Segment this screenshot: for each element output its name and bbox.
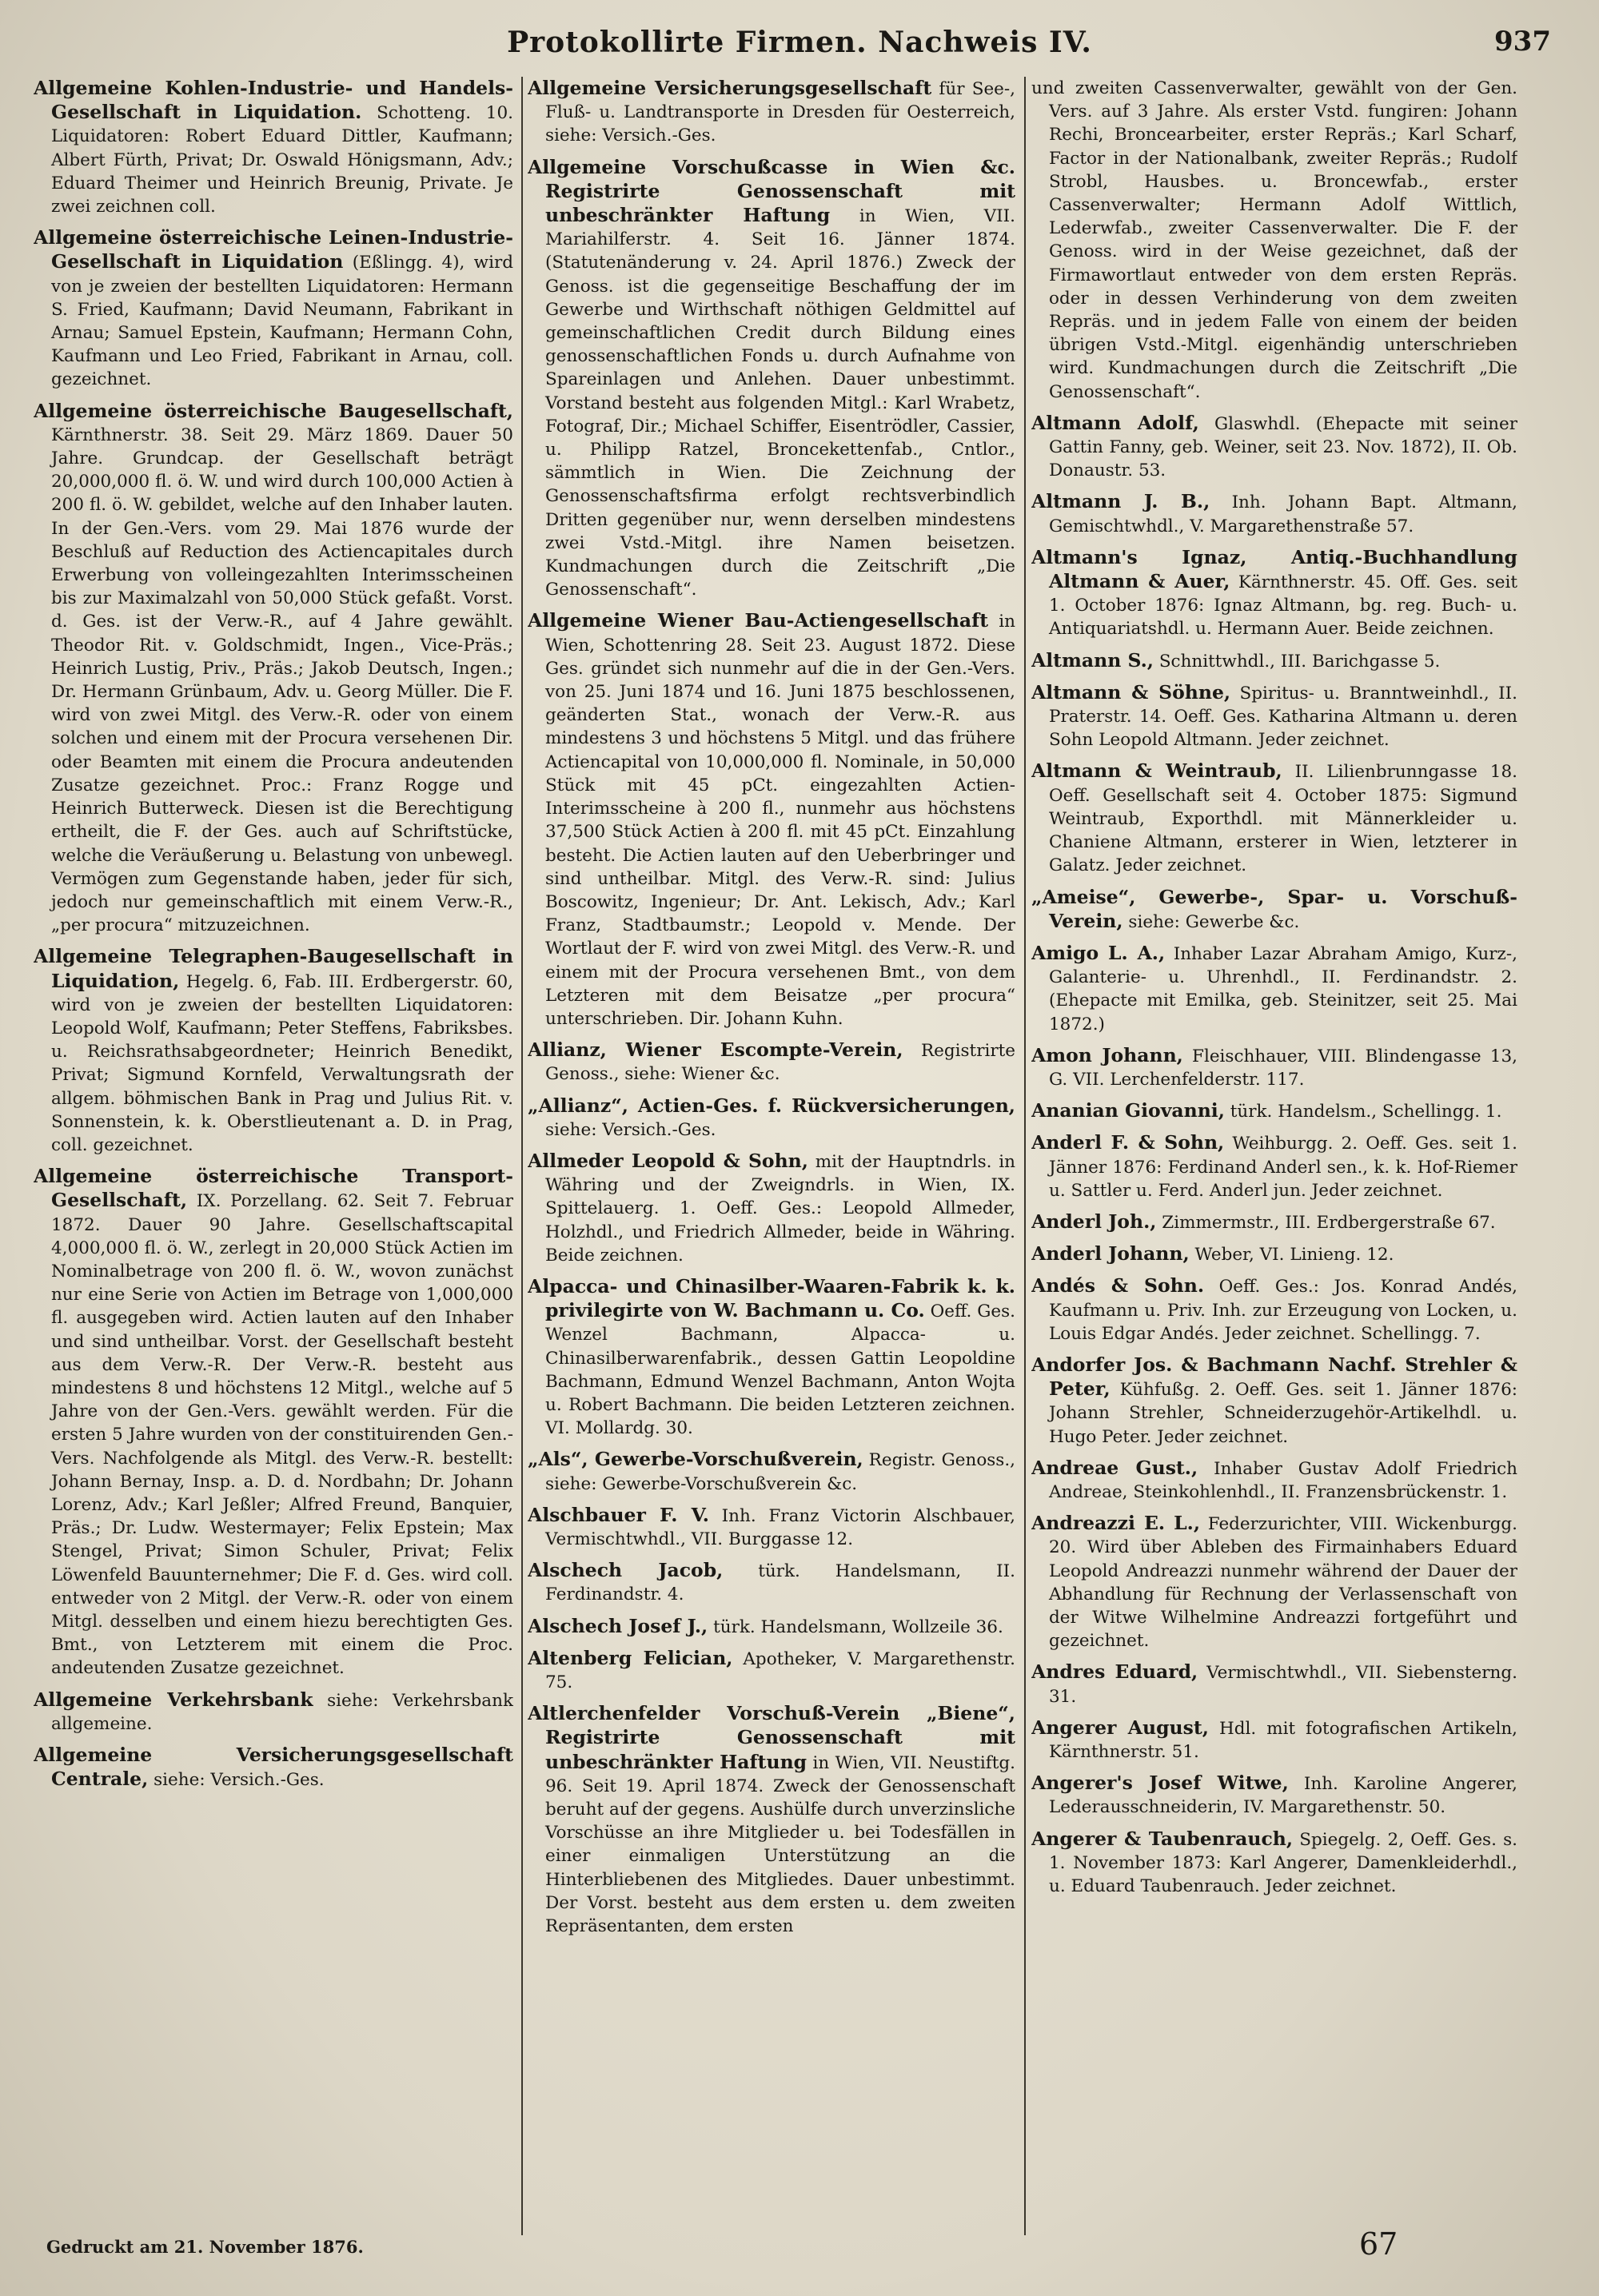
directory-entry bbox=[528, 1559, 1015, 1606]
firm-details: Registr. Genoss., siehe: Gewerbe-Vorschußverein &c. bbox=[545, 1450, 1015, 1494]
firm-details: Glaswhdl. (Ehepacte mit seiner Gattin Fanny, geb. Weiner, seit 23. Nov. 1872), II. Ob. Donaustr. 53. bbox=[1049, 413, 1517, 481]
firm-name: Andorfer Jos. & Bachmann Nachf. Strehler & Peter, bbox=[1031, 1353, 1517, 1401]
column-divider bbox=[1024, 77, 1026, 2235]
directory-entry bbox=[528, 77, 1015, 148]
page-header bbox=[0, 14, 1599, 70]
directory-entry bbox=[1031, 1660, 1517, 1708]
firm-details: Kärnthnerstr. 45. Off. Ges. seit 1. October 1876: Ignaz Altmann, bg. reg. Buch- u. Antiquariatshdl. u. Hermann Auer. Beide zeichnen. bbox=[1049, 572, 1517, 640]
firm-name: Ananian Giovanni, bbox=[1031, 1099, 1225, 1122]
directory-entry bbox=[1031, 490, 1517, 537]
directory-entry bbox=[528, 1038, 1015, 1086]
directory-entry bbox=[1031, 1353, 1517, 1449]
firm-name: Allgemeine Versicherungsgesellschaft Centrale, bbox=[34, 1744, 513, 1791]
firm-name: Allgemeine österreichische Transport-Gesellschaft, bbox=[34, 1165, 513, 1212]
directory-entry bbox=[34, 400, 513, 938]
directory-entry bbox=[34, 1165, 513, 1680]
firm-name: Alschech Josef J., bbox=[528, 1614, 708, 1637]
directory-entry bbox=[528, 1275, 1015, 1440]
directory-entry bbox=[1031, 1210, 1517, 1234]
directory-entry bbox=[1031, 412, 1517, 483]
column-3 bbox=[1031, 77, 1517, 2235]
firm-name: Allgemeine Verkehrsbank bbox=[34, 1688, 313, 1711]
directory-entry bbox=[1031, 649, 1517, 673]
firm-details: II. Lilienbrunngasse 18. Oeff. Gesellschaft seit 4. October 1875: Sigmund Weintraub, Exporthdl. mit Männerkleider u. Chaniene Altmann, ersterer in Wien, letzterer in Galatz. Jeder zeichnet. bbox=[1049, 762, 1517, 876]
firm-name: Amon Johann, bbox=[1031, 1043, 1183, 1066]
directory-entry bbox=[1031, 1512, 1517, 1652]
firm-details: Zimmermstr., III. Erdbergerstraße 67. bbox=[1162, 1212, 1496, 1233]
firm-details: Oeff. Ges. Wenzel Bachmann, Alpacca- u. Chinasilberwarenfabrik., dessen Gattin Leopoldine Bachmann, Edmund Wenzel Bachmann, Anton Wojta u. Robert Bachmann. Die beiden Letzteren zeichnen. VI. Mollardg. 30. bbox=[545, 1301, 1015, 1439]
firm-name: Anderl Johann, bbox=[1031, 1242, 1190, 1266]
directory-entry bbox=[1031, 546, 1517, 641]
firm-name: Altmann S., bbox=[1031, 648, 1154, 672]
firm-name: Anderl F. & Sohn, bbox=[1031, 1131, 1225, 1154]
firm-details: Spiritus- u. Branntweinhdl., II. Praterstr. 14. Oeff. Ges. Katharina Altmann u. deren Sohn Leopold Altmann. Jeder zeichnet. bbox=[1049, 683, 1517, 751]
firm-name: Allgemeine österreichische Baugesellschaft, bbox=[34, 399, 513, 422]
firm-name: „Als“, Gewerbe-Vorschußverein, bbox=[528, 1448, 863, 1471]
firm-name: Alpacca- und Chinasilber-Waaren-Fabrik k. k. privilegirte von W. Bachmann u. Co. bbox=[528, 1274, 1015, 1322]
directory-entry bbox=[1031, 1044, 1517, 1091]
firm-name: Allmeder Leopold & Sohn, bbox=[528, 1149, 808, 1172]
firm-name: Allgemeine Wiener Bau-Actiengesellschaft bbox=[528, 609, 989, 632]
firm-details: in Wien, Schottenring 28. Seit 23. August 1872. Diese Ges. gründet sich nunmehr auf die in der Gen.-Vers. von 25. Juni 1874 und 16. Juni 1875 beschlossenen, geänderten Stat., wonach der Verw.-R. aus mindestens 3 und höchstens 5 Mitgl. und das frühere Actiencapital von 10,000,000 fl. Nominale, in 50,000 Stück mit 45 pCt. eingezahlten Actien-Interimsscheine à 200 fl., nunmehr aus höchstens 37,500 Stück Actien à 200 fl. mit 45 pCt. Einzahlung besteht. Die Actien lauten auf den Ueberbringer und sind untheilbar. Mitgl. des Verw.-R. sind: Julius Boscowitz, Ingenieur; Dr. Ant. Lekisch, Adv.; Karl Franz, Stadtbaumstr.; Leopold v. Mende. Der Wortlaut der F. wird von zwei Mitgl. des Verw.-R. und einem mit der Procura versehenen Bmt., von dem Letzteren mit dem Beisatze „per procura“ unterschrieben. Dir. Johann Kuhn. bbox=[545, 612, 1015, 1029]
firm-name: Amigo L. A., bbox=[1031, 941, 1166, 964]
directory-entry bbox=[528, 1615, 1015, 1639]
firm-name: Anderl Joh., bbox=[1031, 1210, 1157, 1233]
firm-name: Andreazzi E. L., bbox=[1031, 1512, 1200, 1535]
directory-entry bbox=[1031, 1828, 1517, 1899]
directory-entry bbox=[528, 156, 1015, 602]
firm-details: Schnittwhdl., III. Barichgasse 5. bbox=[1158, 651, 1441, 672]
firm-name: Angerer August, bbox=[1031, 1716, 1209, 1739]
firm-details: Kühfußg. 2. Oeff. Ges. seit 1. Jänner 1876: Johann Strehler, Schneiderzugehör-Artikelhdl. u. Hugo Peter. Jeder zeichnet. bbox=[1049, 1380, 1517, 1447]
firm-details: Inh. Karoline Angerer, Lederausschneiderin, IV. Margarethenstr. 50. bbox=[1049, 1774, 1517, 1818]
directory-entry bbox=[1031, 942, 1517, 1036]
firm-name: Altmann & Weintraub, bbox=[1031, 759, 1282, 783]
directory-entry bbox=[1031, 886, 1517, 934]
directory-entry bbox=[528, 1702, 1015, 1938]
firm-name: „Ameise“, Gewerbe-, Spar- u. Vorschuß-Verein, bbox=[1031, 885, 1517, 932]
firm-details: Vermischtwhdl., VII. Siebensterng. 31. bbox=[1049, 1663, 1517, 1707]
directory-entry bbox=[34, 1744, 513, 1792]
directory-entry bbox=[34, 945, 513, 1157]
directory-entry bbox=[528, 1448, 1015, 1495]
firm-name: Allgemeine Versicherungsgesellschaft bbox=[528, 77, 932, 99]
directory-entry bbox=[528, 1094, 1015, 1142]
firm-details: für See-, Fluß- u. Landtransporte in Dresden für Oesterreich, siehe: Versich.-Ges. bbox=[545, 79, 1015, 146]
page-number: 937 bbox=[1494, 26, 1551, 58]
firm-details: Apotheker, V. Margarethenstr. 75. bbox=[545, 1648, 1015, 1692]
firm-name: Alschbauer F. V. bbox=[528, 1503, 709, 1526]
firm-name: Allgemeine österreichische Leinen-Industrie-Gesellschaft in Liquidation bbox=[34, 226, 513, 273]
directory-entry bbox=[34, 77, 513, 218]
firm-details: siehe: Versich.-Ges. bbox=[154, 1770, 325, 1791]
directory-entry bbox=[1031, 1772, 1517, 1819]
directory-entry bbox=[1031, 77, 1517, 404]
firm-details: Registrirte Genoss., siehe: Wiener &c. bbox=[545, 1041, 1015, 1085]
firm-details: siehe: Gewerbe &c. bbox=[1128, 911, 1300, 932]
firm-name: Altmann J. B., bbox=[1031, 490, 1210, 513]
firm-name: Allgemeine Kohlen-Industrie- und Handels-Gesellschaft in Liquidation. bbox=[34, 77, 513, 124]
firm-name: Altlerchenfelder Vorschuß-Verein „Biene“, Registrirte Genossenschaft mit unbeschränkter Haftung bbox=[528, 1702, 1015, 1773]
directory-entry bbox=[528, 1150, 1015, 1267]
page-title: Protokollirte Firmen. Nachweis IV. bbox=[507, 26, 1092, 59]
firm-details: Hegelg. 6, Fab. III. Erdbergerstr. 60, wird von je zweien der bestellten Liquidatoren: Leopold Wolf, Kaufmann; Peter Steffens, Fabriksbes. u. Reichsrathsabgeordneter; Heinrich Benedikt, Privat; Sigmund Kornfeld, Verwaltungsrath der allgem. böhmischen Bank in Prag und Julius Rit. v. Sonnenstein, k. k. Oberstlieutenant a. D. in Prag, coll. gezeichnet. bbox=[51, 971, 513, 1155]
firm-details: Oeff. Ges.: Jos. Konrad Andés, Kaufmann u. Priv. Inh. zur Erzeugung von Locken, u. Louis Edgar Andés. Jeder zeichnet. Schellingg. 7. bbox=[1049, 1277, 1517, 1344]
firm-name: Angerer & Taubenrauch, bbox=[1031, 1827, 1294, 1850]
firm-details: (Eßlingg. 4), wird von je zweien der bestellten Liquidatoren: Hermann S. Fried, Kaufmann; David Neumann, Fabrikant in Arnau; Samuel Epstein, Kaufmann; Hermann Cohn, Kaufmann und Leo Fried, Fabrikant in Arnau, coll. gezeichnet. bbox=[51, 253, 513, 390]
firm-details: Inh. Johann Bapt. Altmann, Gemischtwhdl., V. Margarethenstraße 57. bbox=[1049, 492, 1517, 536]
firm-name: Alschech Jacob, bbox=[528, 1559, 724, 1582]
firm-name: Andés & Sohn. bbox=[1031, 1274, 1205, 1297]
directory-entry bbox=[1031, 1131, 1517, 1202]
firm-details: Kärnthnerstr. 38. Seit 29. März 1869. Dauer 50 Jahre. Grundcap. der Gesellschaft beträgt 20,000,000 fl. ö. W. und wird durch 100,000 Actien à 200 fl. ö. W. gebildet, welche auf den Inhaber lauten. In der Gen.-Vers. vom 29. Mai 1876 wurde der Beschluß auf Reduction des Actiencapitales durch Erwerbung von volleingezahlten Interimsscheinen bis zur Maximalzahl von 50,000 Stück gefaßt. Vorst. d. Ges. ist der Verw.-R., auf 4 Jahre gewählt. Theodor Rit. v. Goldschmidt, Ingen., Vice-Präs.; Heinrich Lustig, Priv., Präs.; Jakob Deutsch, Ingen.; Dr. Hermann Grünbaum, Adv. u. Georg Müller. Die F. wird von zwei Mitgl. des Verw.-R. oder von einem solchen und einem mit der Procura versehenen Dir. oder Beamten mit einem die Procura andeutenden Zusatze gezeichnet. Proc.: Franz Rogge und Heinrich Butterweck. Diesen ist die Berechtigung ertheilt, die F. der Ges. auch auf Schriftstücke, welche die Veräußerung u. Belastung von unbewegl. Vermögen zum Gegenstande haben, jeder für sich, jedoch nur gemeinschaftlich mit einem Verw.-R., „per procura“ mitzuzeichnen. bbox=[51, 425, 513, 936]
firm-name: Angerer's Josef Witwe, bbox=[1031, 1772, 1289, 1795]
firm-details: Schotteng. 10. Liquidatoren: Robert Eduard Dittler, Kaufmann; Albert Fürth, Privat; Dr. Oswald Hönigsmann, Adv.; Eduard Theimer und Heinrich Breunig, Private. Je zwei zeichnen coll. bbox=[51, 103, 513, 217]
firm-name: Altmann's Ignaz, Antiq.-Buchhandlung Altmann & Auer, bbox=[1031, 545, 1517, 593]
firm-name: Andres Eduard, bbox=[1031, 1660, 1198, 1684]
directory-entry bbox=[1031, 1242, 1517, 1266]
directory-entry bbox=[34, 226, 513, 391]
directory-entry bbox=[1031, 759, 1517, 877]
directory-entry bbox=[34, 1688, 513, 1736]
firm-details: Spiegelg. 2, Oeff. Ges. s. 1. November 1873: Karl Angerer, Damenkleiderhdl., u. Eduard Taubenrauch. Jeder zeichnet. bbox=[1049, 1829, 1517, 1897]
firm-details: in Wien, VII. Mariahilferstr. 4. Seit 16. Jänner 1874. (Statutenänderung v. 24. April 1876.) Zweck der Genoss. ist die gegenseitige Beschaffung der im Gewerbe und Wirthschaft nöthigen Geldmittel auf gemeinschaftlichen Credit durch Bildung eines genossenschaftlichen Fonds u. durch Aufnahme von Spareinlagen und Anlehen. Dauer unbestimmt. Vorstand besteht aus folgenden Mitgl.: Karl Wrabetz, Fotograf, Dir.; Michael Schiffer, Eisentrödler, Cassier, u. Philipp Ratzel, Broncekettenfab., Cntlor., sämmtlich in Wien. Die Zeichnung der Genossenschaftsfirma erfolgt rechtsverbindlich Dritten gegenüber nur, wenn derselben mindestens zwei Vstd.-Mitgl. ihre Namen beisetzen. Kundmachungen durch die Zeitschrift „Die Genossenschaft“. bbox=[545, 206, 1015, 600]
firm-name: Allgemeine Telegraphen-Baugesellschaft in Liquidation, bbox=[34, 945, 513, 992]
directory-entry bbox=[528, 1504, 1015, 1551]
firm-details: Weber, VI. Linieng. 12. bbox=[1194, 1245, 1394, 1266]
firm-details: Weihburgg. 2. Oeff. Ges. seit 1. Jänner 1876: Ferdinand Anderl sen., k. k. Hof-Riemer u. Sattler u. Ferd. Anderl jun. Jeder zeichnet. bbox=[1049, 1134, 1517, 1201]
firm-name: Allgemeine Vorschußcasse in Wien &c. Registrirte Genossenschaft mit unbeschränkter Haftung bbox=[528, 155, 1015, 227]
column-2 bbox=[528, 77, 1015, 2235]
firm-name: Allianz, Wiener Escompte-Verein, bbox=[528, 1038, 903, 1062]
firm-name: Andreae Gust., bbox=[1031, 1456, 1198, 1479]
directory-entry bbox=[1031, 1099, 1517, 1123]
sheet-number: 67 bbox=[1359, 2226, 1398, 2262]
print-date-note: Gedruckt am 21. November 1876. bbox=[46, 2237, 364, 2257]
firm-name: Altmann & Söhne, bbox=[1031, 680, 1231, 704]
column-divider bbox=[521, 77, 523, 2235]
firm-details: IX. Porzellang. 62. Seit 7. Februar 1872. Dauer 90 Jahre. Gesellschaftscapital 4,000,000 fl. ö. W., zerlegt in 20,000 Stück Actien im Nominalbetrage von 200 fl. ö. W., wovon zunächst nur eine Serie von Actien im Betrage von 1,000,000 fl. ausgegeben wird. Actien lauten auf den Inhaber und sind untheilbar. Vorst. der Gesellschaft besteht aus dem Verw.-R. Der Verw.-R. besteht aus mindestens 8 und höchstens 12 Mitgl., welche auf 5 Jahre von der Gen.-Vers. gewählt werden. Für die ersten 5 Jahre wurden von der constituirenden Gen.-Vers. Nachfolgende als Mitgl. des Verw.-R. bestellt: Johann Bernay, Insp. a. D. d. Nordbahn; Dr. Johann Lorenz, Adv.; Karl Jeßler; Alfred Freund, Banquier, Präs.; Dr. Ludw. Westermayer; Felix Epstein; Max Stengel, Privat; Simon Schuler, Privat; Felix Löwenfeld Bauunternehmer; Die F. d. Ges. wird coll. entweder von 2 Mitgl. der Verw.-R. oder von einem Mitgl. desselben und einem hiezu berechtigten Ges. Bmt., von Letzterem mit einem die Proc. andeutenden Zusatze gezeichnet. bbox=[51, 1191, 513, 1679]
firm-details: Hdl. mit fotografischen Artikeln, Kärnthnerstr. 51. bbox=[1049, 1718, 1517, 1762]
firm-details: türk. Handelsmann, II. Ferdinandstr. 4. bbox=[545, 1561, 1015, 1605]
directory-entry bbox=[528, 1647, 1015, 1694]
directory-entry bbox=[1031, 1716, 1517, 1764]
firm-details: Inhaber Lazar Abraham Amigo, Kurz-, Galanterie- u. Uhrenhdl., II. Ferdinandstr. 2. (Ehepacte mit Emilka, geb. Steinitzer, seit 25. Mai 1872.) bbox=[1049, 943, 1517, 1034]
directory-entry bbox=[1031, 1274, 1517, 1345]
firm-details: siehe: Versich.-Ges. bbox=[545, 1119, 716, 1140]
firm-details: und zweiten Cassenverwalter, gewählt von der Gen. Vers. auf 3 Jahre. Als erster Vstd. fungiren: Johann Rechi, Broncearbeiter, erster Repräs.; Karl Scharf, Factor in der Nationalbank, zweiter Repräs.; Rudolf Strobl, Hausbes. u. Broncewfab., erster Cassenverwalter; Hermann Adolf Wittlich, Lederwfab., zweiter Cassenverwalter. Die F. der Genoss. wird in der Weise gezeichnet, daß der Firmawortlaut entweder von dem ersten Repräs. oder in dessen Verhinderung von dem zweiten Repräs. und in jedem Falle von einem der beiden übrigen Vstd.-Mitgl. eigenhändig unterschrieben wird. Kundmachungen durch die Zeitschrift „Die Genossenschaft“. bbox=[1031, 78, 1517, 402]
directory-entry bbox=[1031, 1457, 1517, 1504]
directory-entry bbox=[528, 609, 1015, 1030]
firm-details: türk. Handelsm., Schellingg. 1. bbox=[1230, 1102, 1502, 1122]
firm-name: Altenberg Felician, bbox=[528, 1646, 733, 1669]
firm-details: siehe: Verkehrsbank allgemeine. bbox=[51, 1690, 513, 1734]
firm-details: Federzurichter, VIII. Wickenburgg. 20. Wird über Ableben des Firmainhabers Eduard Leopold Andreazzi nunmehr während der Dauer der Abhandlung für Rechnung der Verlassenschaft von der Witwe Wilhelmine Andreazzi fortgeführt und gezeichnet. bbox=[1049, 1514, 1517, 1652]
firm-details: türk. Handelsmann, Wollzeile 36. bbox=[713, 1616, 1003, 1637]
directory-entry bbox=[1031, 681, 1517, 752]
firm-details: mit der Hauptndrls. in Währing und der Zweigndrls. in Wien, IX. Spittelauerg. 1. Oeff. Ges.: Leopold Allmeder, Holzhdl., und Friedrich Allmeder, beide in Währing. Beide zeichnen. bbox=[545, 1151, 1015, 1266]
column-1 bbox=[34, 77, 513, 2235]
firm-details: Inh. Franz Victorin Alschbauer, Vermischtwhdl., VII. Burggasse 12. bbox=[545, 1505, 1015, 1549]
firm-details: Inhaber Gustav Adolf Friedrich Andreae, Steinkohlenhdl., II. Franzensbrückenstr. 1. bbox=[1049, 1458, 1517, 1502]
firm-name: Altmann Adolf, bbox=[1031, 411, 1199, 434]
firm-name: „Allianz“, Actien-Ges. f. Rückversicherungen, bbox=[528, 1094, 1015, 1117]
firm-details: Fleischhauer, VIII. Blindengasse 13, G. VII. Lerchenfelderstr. 117. bbox=[1049, 1046, 1517, 1090]
firm-details: in Wien, VII. Neustiftg. 96. Seit 19. April 1874. Zweck der Genossenschaft beruht auf der gegens. Aushülfe durch unverzinsliche Vorschüsse an ihre Mitglieder u. bei Todesfällen in einer einmaligen Unterstützung an die Hinterbliebenen des Mitgliedes. Dauer unbestimmt. Der Vorst. besteht aus dem ersten u. dem zweiten Repräsentanten, dem ersten bbox=[545, 1752, 1015, 1937]
